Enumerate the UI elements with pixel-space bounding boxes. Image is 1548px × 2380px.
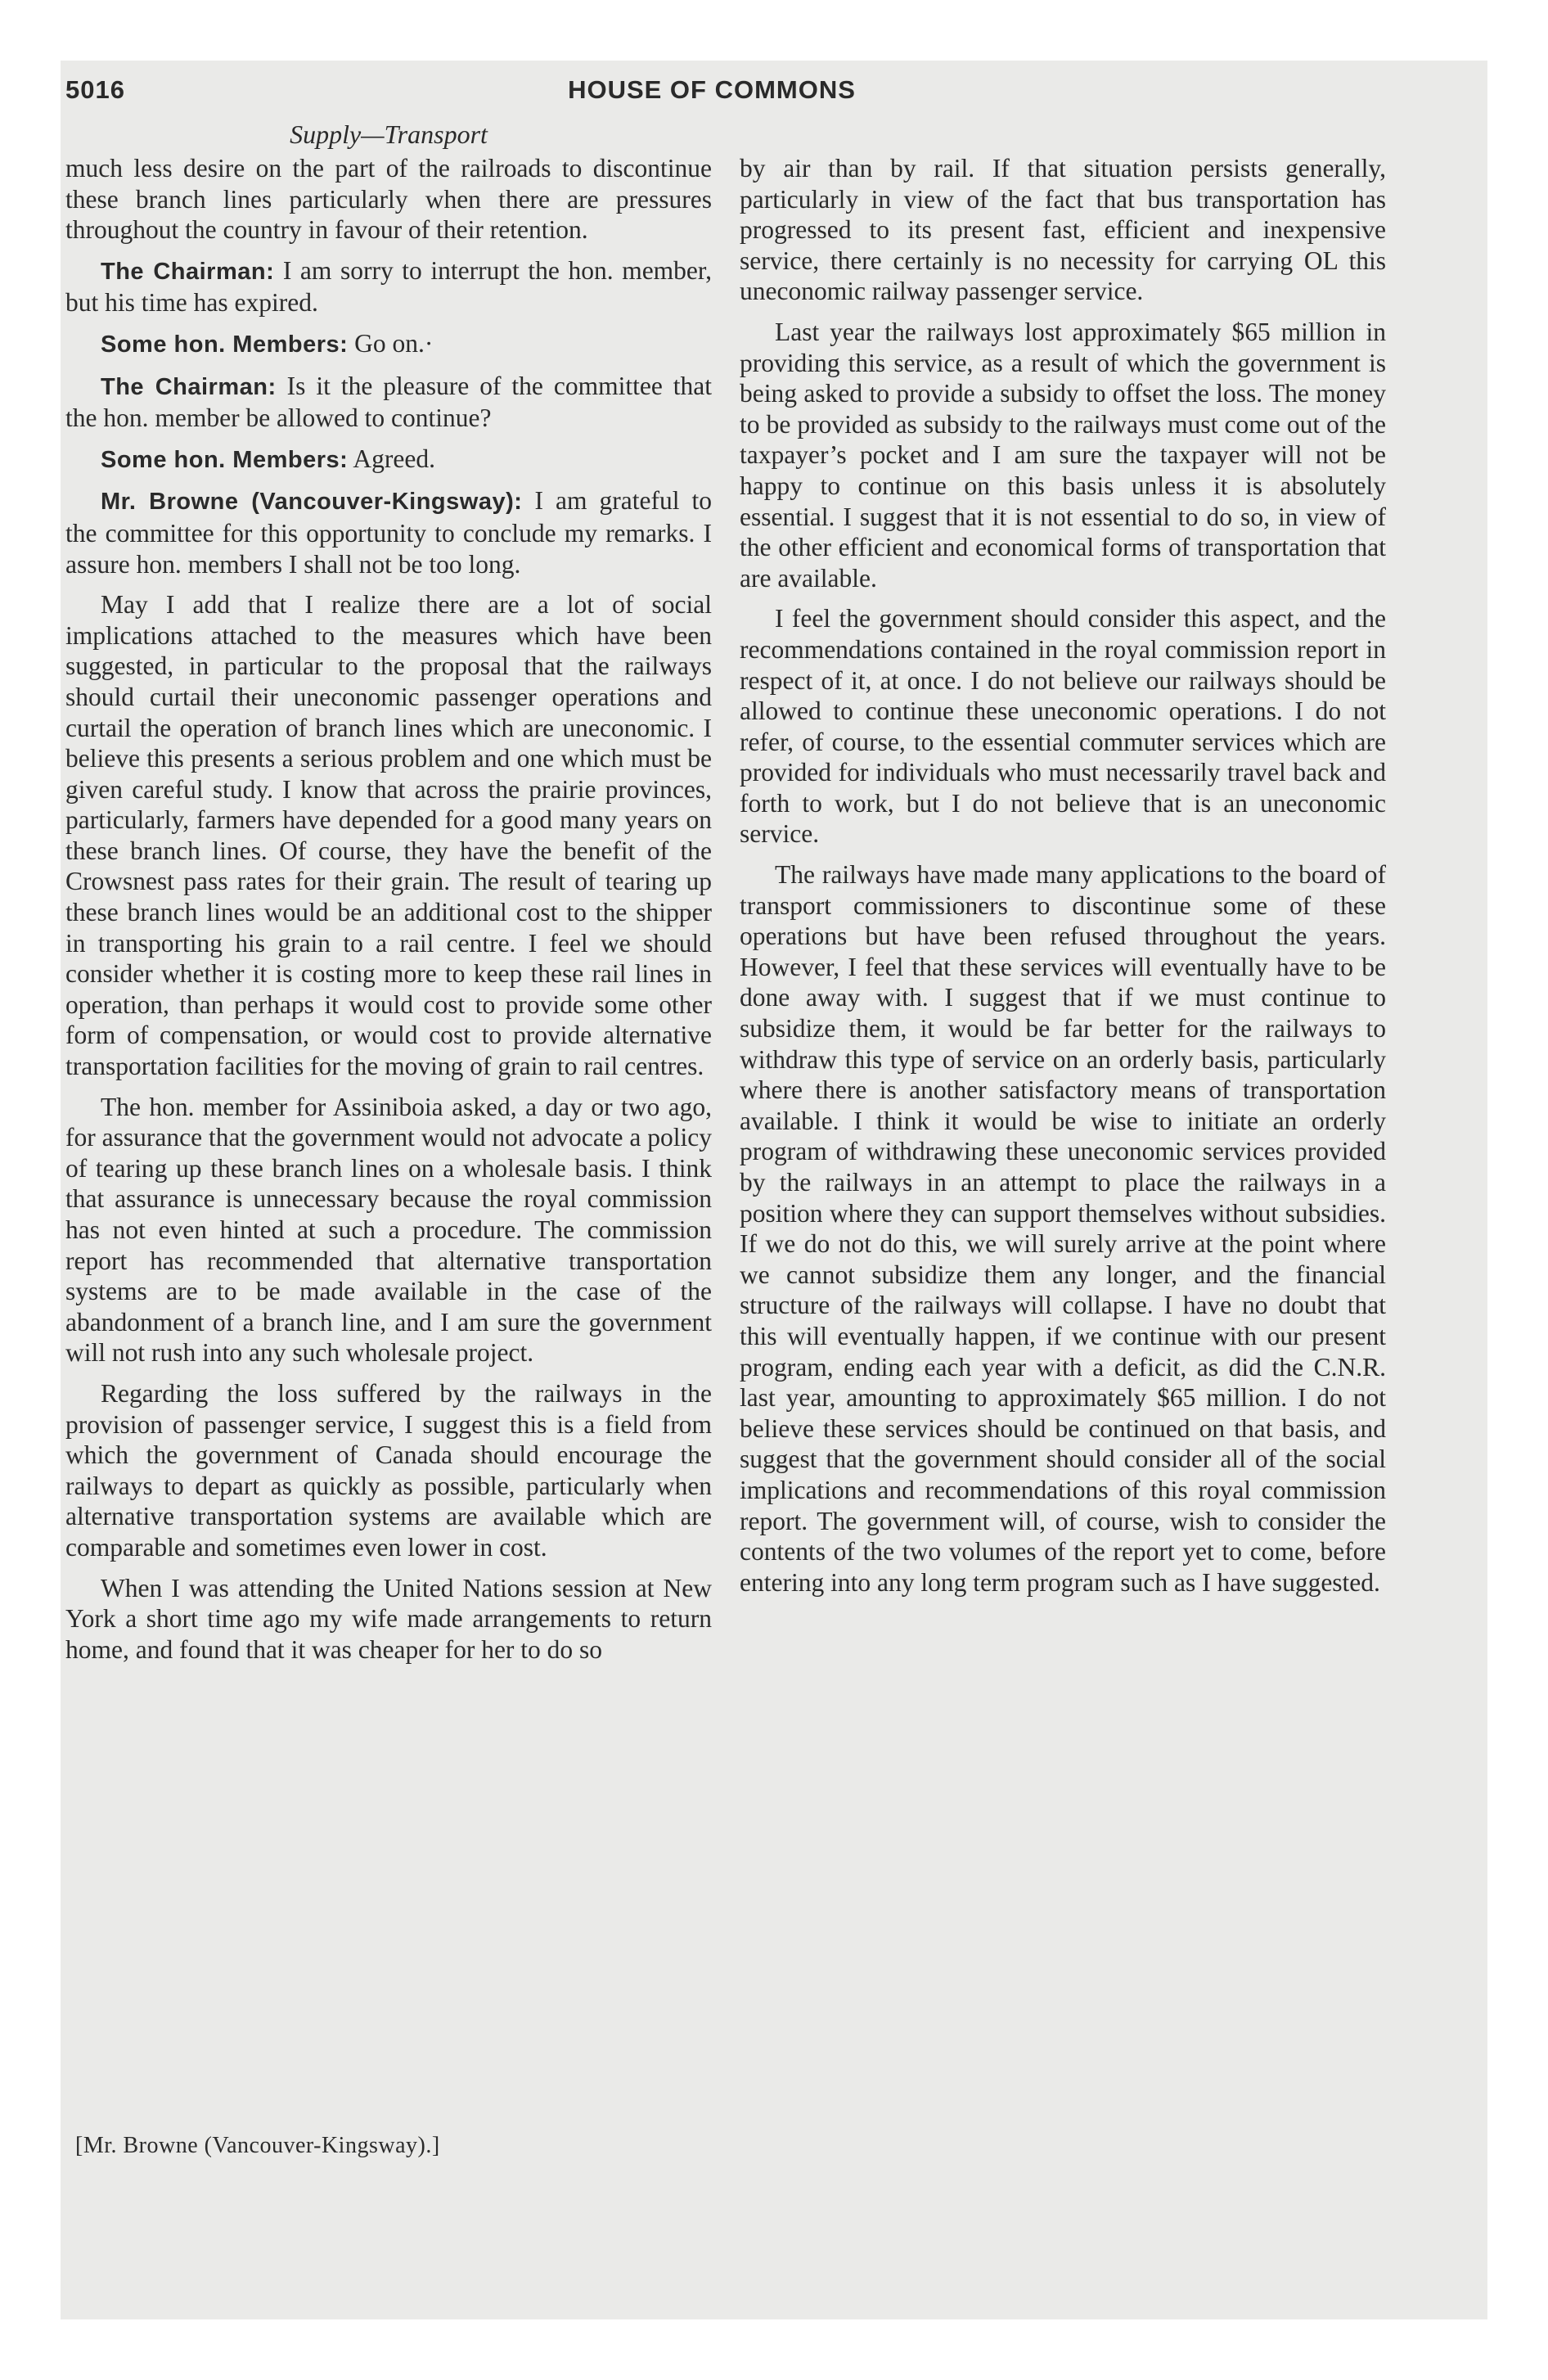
paragraph-text: much less desire on the part of the railroads to discontinue these branch lines particularly when there are pressures throughout the country in favour of their retention. — [65, 154, 712, 245]
page-number: 5016 — [65, 75, 125, 104]
paragraph-text: The hon. member for Assiniboia asked, a day or two ago, for assurance that the government would not advocate a policy of tearing up these branch lines on a wholesale basis. I think that assurance is unnecessary because the royal commission has not even hinted at such a procedure. The commission report has recommended that alternative transportation systems are to be made available in the case of the abandonment of a branch line, and I am sure the government will not rush into any such wholesale project. — [65, 1092, 712, 1368]
footer-speaker-note: [Mr. Browne (Vancouver-Kingsway).] — [75, 2133, 440, 2158]
paragraph — [65, 444, 712, 476]
paragraph-text: The railways have made many applications to the board of transport commissioners to discontinue some of these operations but have been refused throughout the years. However, I feel that these services will eventually have to be done away with. I suggest that if we must continue to subsidize them, it would be far better for the railways to withdraw this type of service on an orderly basis, particularly where there is another satisfactory means of transportation available. I think it would be wise to initiate an orderly program of withdrawing these uneconomic services provided by the railways in an attempt to place the railways in a position where they can support themselves without subsidies. If we do not do this, we will surely arrive at the point where we cannot subsidize them any longer, and the financial structure of the railways will collapse. I have no doubt that this will eventually happen, if we continue with our present program, ending each year with a deficit, as did the C.N.R. last year, amounting to approximately $65 million. I do not believe these services should be continued on that basis, and suggest that the government should consider all of the social implications and recommendations of this royal commission report. The government will, of course, wish to consider the contents of the two volumes of the report yet to come, before entering into any long term program such as I have suggested. — [740, 860, 1386, 1597]
paragraph — [65, 485, 712, 579]
paragraph — [65, 255, 712, 318]
paragraph-text: Agreed. — [353, 444, 435, 473]
page-header — [65, 75, 1358, 116]
paragraph-text: I feel the government should consider this aspect, and the recommendations contained in the royal commission report in respect of it, at once. I do not believe our railways should be allowed to continue these uneconomic operations. I do not refer, of course, to the essential commuter services which are provided for individuals who must necessarily travel back and forth to work, but I do not believe that is an uneconomic service. — [740, 604, 1386, 849]
paragraph — [65, 589, 712, 1082]
right-column — [740, 153, 1386, 1607]
paragraph-text: Regarding the loss suffered by the railways in the provision of passenger service, I suggest this is a field from which the government of Canada should encourage the railways to depart as quickly as possible, particularly when alternative transportation systems are available which are comparable and sometimes even lower in cost. — [65, 1378, 712, 1562]
paragraph-text: May I add that I realize there are a lot of social implications attached to the measures which have been suggested, in particular to the proposal that the railways should curtail their uneconomic passenger operations and curtail the operation of branch lines which are uneconomic. I believe this presents a serious problem and one which must be given careful study. I know that across the prairie provinces, particularly, farmers have depended for a good many years on these branch lines. Of course, they have the benefit of the Crowsnest pass rates for their grain. The result of tearing up these branch lines would be an additional cost to the shipper in transporting his grain to a rail centre. I feel we should consider whether it is costing more to keep these rail lines in operation, than perhaps it would cost to provide some other form of compensation, or would cost to provide alternative transportation facilities for the moving of grain to rail centres. — [65, 590, 712, 1081]
paragraph-text: Is it the pleasure of the committee that the hon. member be allowed to continue? — [65, 371, 713, 433]
left-column — [65, 153, 712, 1675]
paragraph — [65, 1573, 712, 1666]
paragraph — [740, 153, 1386, 307]
speaker-name: The Chairman: — [101, 373, 277, 400]
paragraph-text: Last year the railways lost approximately $65 million in providing this service, as a result of which the government is being asked to provide a subsidy to offset the loss. The money to be provided as subsidy to the railways must come out of the taxpayer’s pocket and I am sure the taxpayer will not be happy to continue on this basis unless it is absolutely essential. I suggest that it is not essential to do so, in view of the other efficient and economical forms of transportation that are available. — [740, 317, 1386, 593]
paragraph — [65, 1378, 712, 1563]
paragraph-text: I am sorry to interrupt the hon. member, but his time has expired. — [65, 255, 713, 318]
paragraph-text: by air than by rail. If that situation persists generally, particularly in view of the fact that bus transportation has progressed to its present fast, efficient and inexpensive service, there certainly is no necessity for carrying OL this uneconomic railway passenger service. — [740, 154, 1386, 306]
paragraph — [740, 317, 1386, 593]
paragraph — [65, 153, 712, 246]
paragraph — [740, 859, 1386, 1598]
paragraph — [65, 328, 712, 361]
paragraph-text: Go on.· — [354, 328, 434, 358]
paragraph-text: When I was attending the United Nations session at New York a short time ago my wife made arrangements to return home, and found that it was cheaper for her to do so — [65, 1573, 712, 1664]
speaker-name: The Chairman: — [101, 258, 275, 285]
journal-title: HOUSE OF COMMONS — [568, 75, 856, 104]
speaker-name: Some hon. Members: — [101, 446, 349, 473]
paragraph-text: I am grateful to the committee for this opportunity to conclude my remarks. I assure hon. members I shall not be too long. — [65, 486, 712, 579]
section-title: Supply—Transport — [290, 119, 488, 149]
paragraph — [65, 1092, 712, 1368]
paragraph — [740, 603, 1386, 850]
speaker-name: Mr. Browne (Vancouver-Kingsway): — [101, 489, 523, 516]
speaker-name: Some hon. Members: — [101, 331, 349, 358]
paragraph — [65, 371, 712, 434]
